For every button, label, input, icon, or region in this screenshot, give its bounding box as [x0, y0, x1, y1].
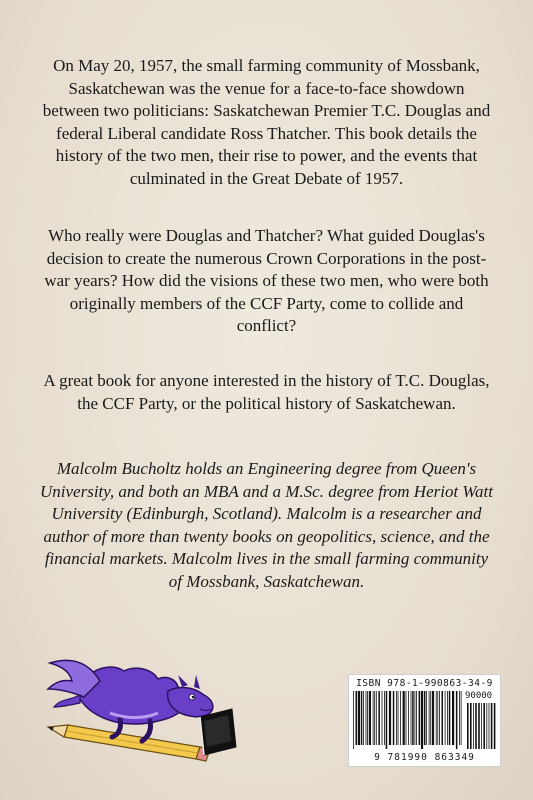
barcode-addon-bar	[475, 703, 477, 749]
barcode-bar	[445, 691, 446, 745]
barcode-addon-bar	[489, 703, 490, 749]
barcode-bar	[374, 691, 375, 745]
barcode-bar	[419, 691, 421, 745]
barcode-addon-bar	[470, 703, 472, 749]
barcode-bar	[426, 691, 427, 745]
synopsis-paragraph-2: Who really were Douglas and Thatcher? What guided Douglas's decision to create the numerous Crown Corporations in the post-war years? How did the visions of these two men, who were both originally members of the CCF Party, come to collide and conflict?	[44, 226, 489, 335]
barcode-bar	[430, 691, 431, 745]
barcode-addon-bar	[481, 703, 482, 749]
barcode-bar	[415, 691, 416, 745]
barcode-bar	[439, 691, 440, 745]
pencil-icon	[48, 725, 210, 761]
barcode-addon-bar	[467, 703, 469, 749]
barcode-addon-bar	[473, 703, 474, 749]
barcode-addon-bar	[478, 703, 480, 749]
barcode-bar	[366, 691, 367, 745]
barcode-bar	[436, 691, 437, 745]
barcode-addon-bar	[491, 703, 493, 749]
barcode-bar	[429, 691, 430, 745]
isbn-label: ISBN 978-1-990863-34-9	[356, 678, 493, 689]
barcode-bar	[416, 691, 417, 745]
barcode-bar	[398, 691, 399, 745]
barcode-bar	[376, 691, 377, 745]
barcode-addon-bar	[483, 703, 485, 749]
barcode-bar	[384, 691, 385, 745]
author-bio: Malcolm Bucholtz holds an Engineering degree from Queen's University, and both an MBA and a M.Sc. degree from Heriot Watt University (Edinburgh, Scotland). Malcolm is a researcher and author of more than twenty books on geopolitics, science, and the financial markets. Malcolm lives in the small farming community of Mossbank, Saskatchewan.	[40, 459, 493, 591]
barcode-bar	[406, 691, 407, 745]
barcode-bar	[411, 691, 412, 745]
barcode-bar	[353, 691, 354, 749]
barcode-addon: 90000	[465, 691, 493, 701]
barcode-bar	[461, 691, 462, 745]
barcode-bar	[400, 691, 401, 745]
barcode-bar	[363, 691, 364, 745]
barcode-bar	[386, 691, 388, 749]
barcode-bar	[361, 691, 363, 745]
barcode-bar	[421, 691, 423, 749]
synopsis-paragraph-1: On May 20, 1957, the small farming community of Mossbank, Saskatchewan was the venue for a face-to-face showdown between two politicians: Saskatchewan Premier T.C. Douglas and federal Liberal candidate Ross Thatcher. This book details the history of the two men, their rise to power, and the events that culminated in the Great Debate of 1957.	[42, 56, 491, 188]
barcode-addon-bar	[494, 703, 496, 749]
barcode-bar	[412, 691, 414, 745]
barcode-bar	[367, 691, 368, 745]
barcode-bar	[373, 691, 374, 745]
barcode-bar	[449, 691, 451, 745]
barcode-digits: 9 781990 863349	[374, 752, 475, 763]
book-icon	[200, 709, 236, 755]
barcode-bar	[403, 691, 405, 745]
barcode-bar	[378, 691, 380, 745]
barcode-bar	[447, 691, 448, 745]
barcode-bar	[382, 691, 383, 745]
barcode-bar	[459, 691, 460, 745]
barcode-bar	[396, 691, 397, 745]
synopsis-paragraph-3: A great book for anyone interested in the history of T.C. Douglas, the CCF Party, or the political history of Saskatchewan.	[43, 371, 490, 413]
barcode-bar	[424, 691, 426, 745]
barcode-bar	[452, 691, 454, 745]
barcode-addon-bar	[486, 703, 487, 749]
barcode-bar	[356, 691, 358, 745]
barcode-bar	[442, 691, 444, 745]
isbn-barcode	[348, 674, 501, 767]
barcode-bar	[408, 691, 409, 745]
publisher-dragon-logo-icon	[40, 655, 240, 765]
barcode-bar	[432, 691, 434, 745]
barcode-bar	[389, 691, 391, 745]
barcode-bar	[358, 691, 360, 745]
barcode-bar	[437, 691, 438, 745]
barcode-bar	[456, 691, 458, 749]
barcode-bar	[393, 691, 395, 745]
barcode-bar	[369, 691, 371, 745]
